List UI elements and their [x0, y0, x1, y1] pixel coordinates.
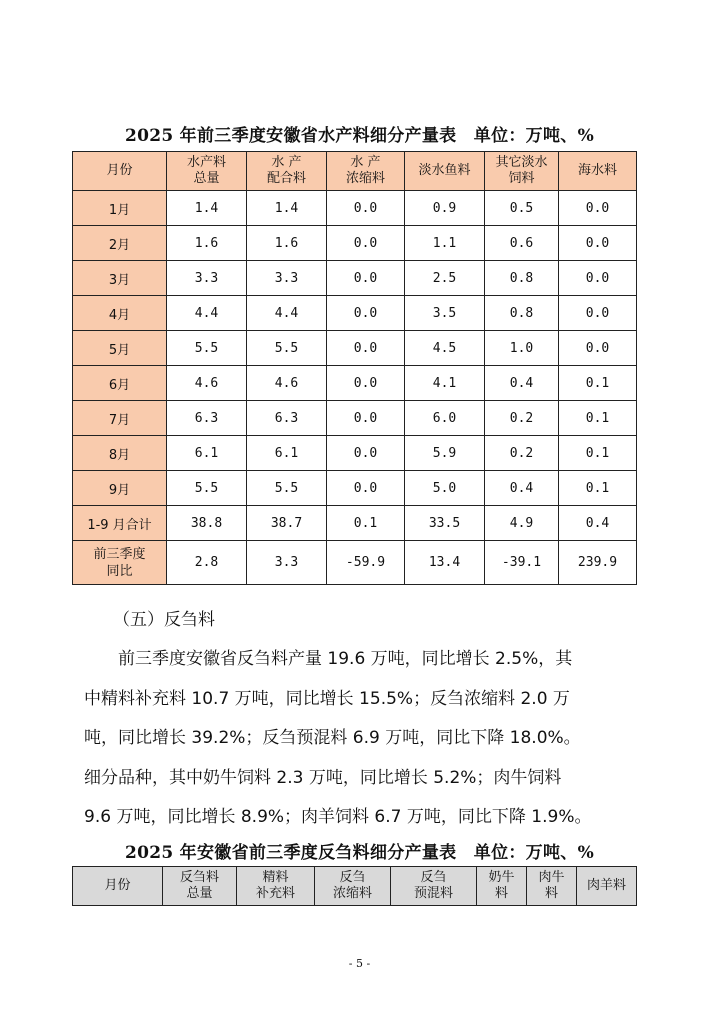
table-row: [73, 401, 637, 436]
column-header: [405, 152, 485, 191]
row-label: [73, 226, 167, 261]
column-header-line: 月份: [104, 878, 131, 893]
table-cell: 3.5: [405, 296, 485, 331]
table-cell: 4.1: [405, 366, 485, 401]
table-cell: 4.6: [167, 366, 247, 401]
row-label: [73, 506, 167, 541]
table-cell: 1.6: [247, 226, 327, 261]
column-header-line: 浓缩料: [345, 171, 385, 186]
row-label: [73, 191, 167, 226]
aquatic-feed-table: [72, 151, 637, 585]
table-row: [73, 191, 637, 226]
column-header-line: 水 产: [271, 155, 302, 170]
column-header-line: 奶牛: [488, 870, 515, 885]
table-cell: 0.8: [485, 296, 559, 331]
table-cell: -59.9: [327, 541, 405, 585]
table1-title: 2025 年前三季度安徽省水产料细分产量表 单位：万吨、%: [124, 126, 595, 146]
table-cell: 3.3: [247, 541, 327, 585]
table-cell: 0.4: [485, 471, 559, 506]
table-cell: 33.5: [405, 506, 485, 541]
table-cell: 2.8: [167, 541, 247, 585]
table-cell: 6.3: [167, 401, 247, 436]
table-cell: 0.6: [485, 226, 559, 261]
row-label: [73, 296, 167, 331]
table-row: [73, 436, 637, 471]
table-cell: 0.0: [327, 366, 405, 401]
table-cell: 0.4: [559, 506, 637, 541]
table-cell: 0.1: [559, 471, 637, 506]
row-label-line: 9月: [108, 482, 131, 498]
table-row: [73, 506, 637, 541]
row-label-line: 6月: [108, 377, 131, 393]
paragraph-line: 细分品种，其中奶牛饲料 2.3 万吨，同比增长 5.2%；肉牛饲料: [84, 767, 562, 788]
table-cell: 0.0: [327, 296, 405, 331]
table-cell: 0.0: [327, 471, 405, 506]
column-header: [237, 867, 315, 906]
table-cell: 3.3: [167, 261, 247, 296]
table-cell: 0.0: [559, 191, 637, 226]
table-cell: 0.1: [559, 436, 637, 471]
paragraph-line: 前三季度安徽省反刍料产量 19.6 万吨，同比增长 2.5%，其: [84, 649, 573, 669]
row-label-line: 1-9 月合计: [87, 517, 152, 533]
table-cell: 1.4: [247, 191, 327, 226]
table-cell: 4.5: [405, 331, 485, 366]
table-cell: 239.9: [559, 541, 637, 585]
table-cell: 0.0: [327, 436, 405, 471]
table-cell: 5.5: [167, 471, 247, 506]
column-header-line: 肉牛: [538, 870, 565, 885]
table-cell: 0.5: [485, 191, 559, 226]
column-header-line: 水 产: [350, 155, 381, 170]
table-cell: 6.1: [247, 436, 327, 471]
table-cell: 1.4: [167, 191, 247, 226]
row-label-line: 7月: [108, 412, 131, 428]
table-cell: 0.8: [485, 261, 559, 296]
column-header-line: 其它淡水: [495, 155, 548, 170]
table-cell: 5.5: [247, 471, 327, 506]
column-header-line: 预混料: [413, 886, 453, 901]
row-label: [73, 331, 167, 366]
table-cell: 0.0: [559, 296, 637, 331]
column-header-line: 月份: [106, 163, 133, 178]
section-paragraph: [84, 640, 644, 838]
row-label-line: 3月: [108, 272, 131, 288]
column-header-line: 淡水鱼料: [418, 163, 471, 178]
table-cell: 0.0: [327, 261, 405, 296]
column-header-line: 肉羊料: [586, 878, 626, 893]
column-header-line: 水产料: [186, 155, 226, 170]
row-label-line: 5月: [108, 342, 131, 358]
column-header-line: 料: [494, 886, 508, 901]
column-header-line: 浓缩料: [332, 886, 372, 901]
table2-title: 2025 年安徽省前三季度反刍料细分产量表 单位：万吨、%: [124, 843, 595, 863]
table-cell: 0.0: [327, 191, 405, 226]
row-label: [73, 366, 167, 401]
table-cell: 0.0: [559, 331, 637, 366]
table-row: [73, 261, 637, 296]
row-label: [73, 401, 167, 436]
column-header-line: 精料: [262, 870, 289, 885]
row-label-line: 1月: [108, 202, 131, 218]
table-row: [73, 541, 637, 585]
paragraph-line: 吨，同比增长 39.2%；反刍预混料 6.9 万吨，同比下降 18.0%。: [84, 728, 581, 748]
table-cell: 0.2: [485, 436, 559, 471]
table-cell: -39.1: [485, 541, 559, 585]
table-cell: 2.5: [405, 261, 485, 296]
column-header-line: 反刍: [420, 870, 447, 885]
row-label-line: 同比: [106, 563, 133, 579]
table-cell: 4.9: [485, 506, 559, 541]
table-cell: 0.0: [559, 226, 637, 261]
table-cell: 6.1: [167, 436, 247, 471]
column-header: [315, 867, 391, 906]
table-row: [73, 366, 637, 401]
column-header: [167, 152, 247, 191]
table-cell: 38.7: [247, 506, 327, 541]
table-cell: 4.4: [247, 296, 327, 331]
row-label: [73, 541, 167, 585]
table-cell: 0.0: [559, 261, 637, 296]
column-header-line: 海水料: [577, 163, 617, 178]
table-cell: 0.1: [327, 506, 405, 541]
table-cell: 4.4: [167, 296, 247, 331]
table-cell: 6.0: [405, 401, 485, 436]
table-cell: 1.6: [167, 226, 247, 261]
table-cell: 0.2: [485, 401, 559, 436]
column-header: [391, 867, 477, 906]
column-header-line: 反刍料: [179, 870, 219, 885]
table-row: [73, 296, 637, 331]
column-header: [163, 867, 237, 906]
column-header-line: 饲料: [508, 171, 535, 186]
table-row: [73, 226, 637, 261]
table-cell: 6.3: [247, 401, 327, 436]
column-header-line: 补充料: [255, 886, 295, 901]
table-cell: 0.0: [327, 226, 405, 261]
column-header-line: 总量: [186, 886, 213, 901]
column-header-line: 反刍: [339, 870, 366, 885]
table-cell: 38.8: [167, 506, 247, 541]
table-cell: 0.0: [327, 401, 405, 436]
row-label-line: 2月: [108, 237, 131, 253]
row-label-line: 8月: [108, 447, 131, 463]
table-cell: 0.1: [559, 366, 637, 401]
row-label-line: 4月: [108, 307, 131, 323]
table-row: [73, 471, 637, 506]
column-header: [73, 867, 163, 906]
table-cell: 1.1: [405, 226, 485, 261]
table-cell: 3.3: [247, 261, 327, 296]
section-heading: （五）反刍料: [113, 610, 215, 630]
table-cell: 0.9: [405, 191, 485, 226]
row-label: [73, 436, 167, 471]
column-header-line: 料: [544, 886, 558, 901]
table-cell: 0.0: [327, 331, 405, 366]
table-cell: 4.6: [247, 366, 327, 401]
column-header: [477, 867, 527, 906]
row-label-line: 前三季度: [93, 546, 146, 562]
column-header-line: 配合料: [266, 171, 306, 186]
column-header: [327, 152, 405, 191]
table-cell: 13.4: [405, 541, 485, 585]
paragraph-line: 中精料补充料 10.7 万吨，同比增长 15.5%；反刍浓缩料 2.0 万: [84, 688, 570, 709]
row-label: [73, 471, 167, 506]
page-number: - 5 -: [348, 957, 371, 970]
table-cell: 1.0: [485, 331, 559, 366]
table-cell: 5.5: [247, 331, 327, 366]
row-label: [73, 261, 167, 296]
table-cell: 0.1: [559, 401, 637, 436]
column-header: [527, 867, 577, 906]
table-cell: 5.5: [167, 331, 247, 366]
table-cell: 5.9: [405, 436, 485, 471]
table-row: [73, 331, 637, 366]
column-header: [73, 152, 167, 191]
table-cell: 5.0: [405, 471, 485, 506]
column-header: [577, 867, 637, 906]
ruminant-feed-table: [72, 866, 637, 906]
paragraph-line: 9.6 万吨，同比增长 8.9%；肉羊饲料 6.7 万吨，同比下降 1.9%。: [84, 807, 592, 827]
column-header: [485, 152, 559, 191]
column-header: [247, 152, 327, 191]
table-cell: 0.4: [485, 366, 559, 401]
column-header: [559, 152, 637, 191]
column-header-line: 总量: [193, 171, 220, 186]
